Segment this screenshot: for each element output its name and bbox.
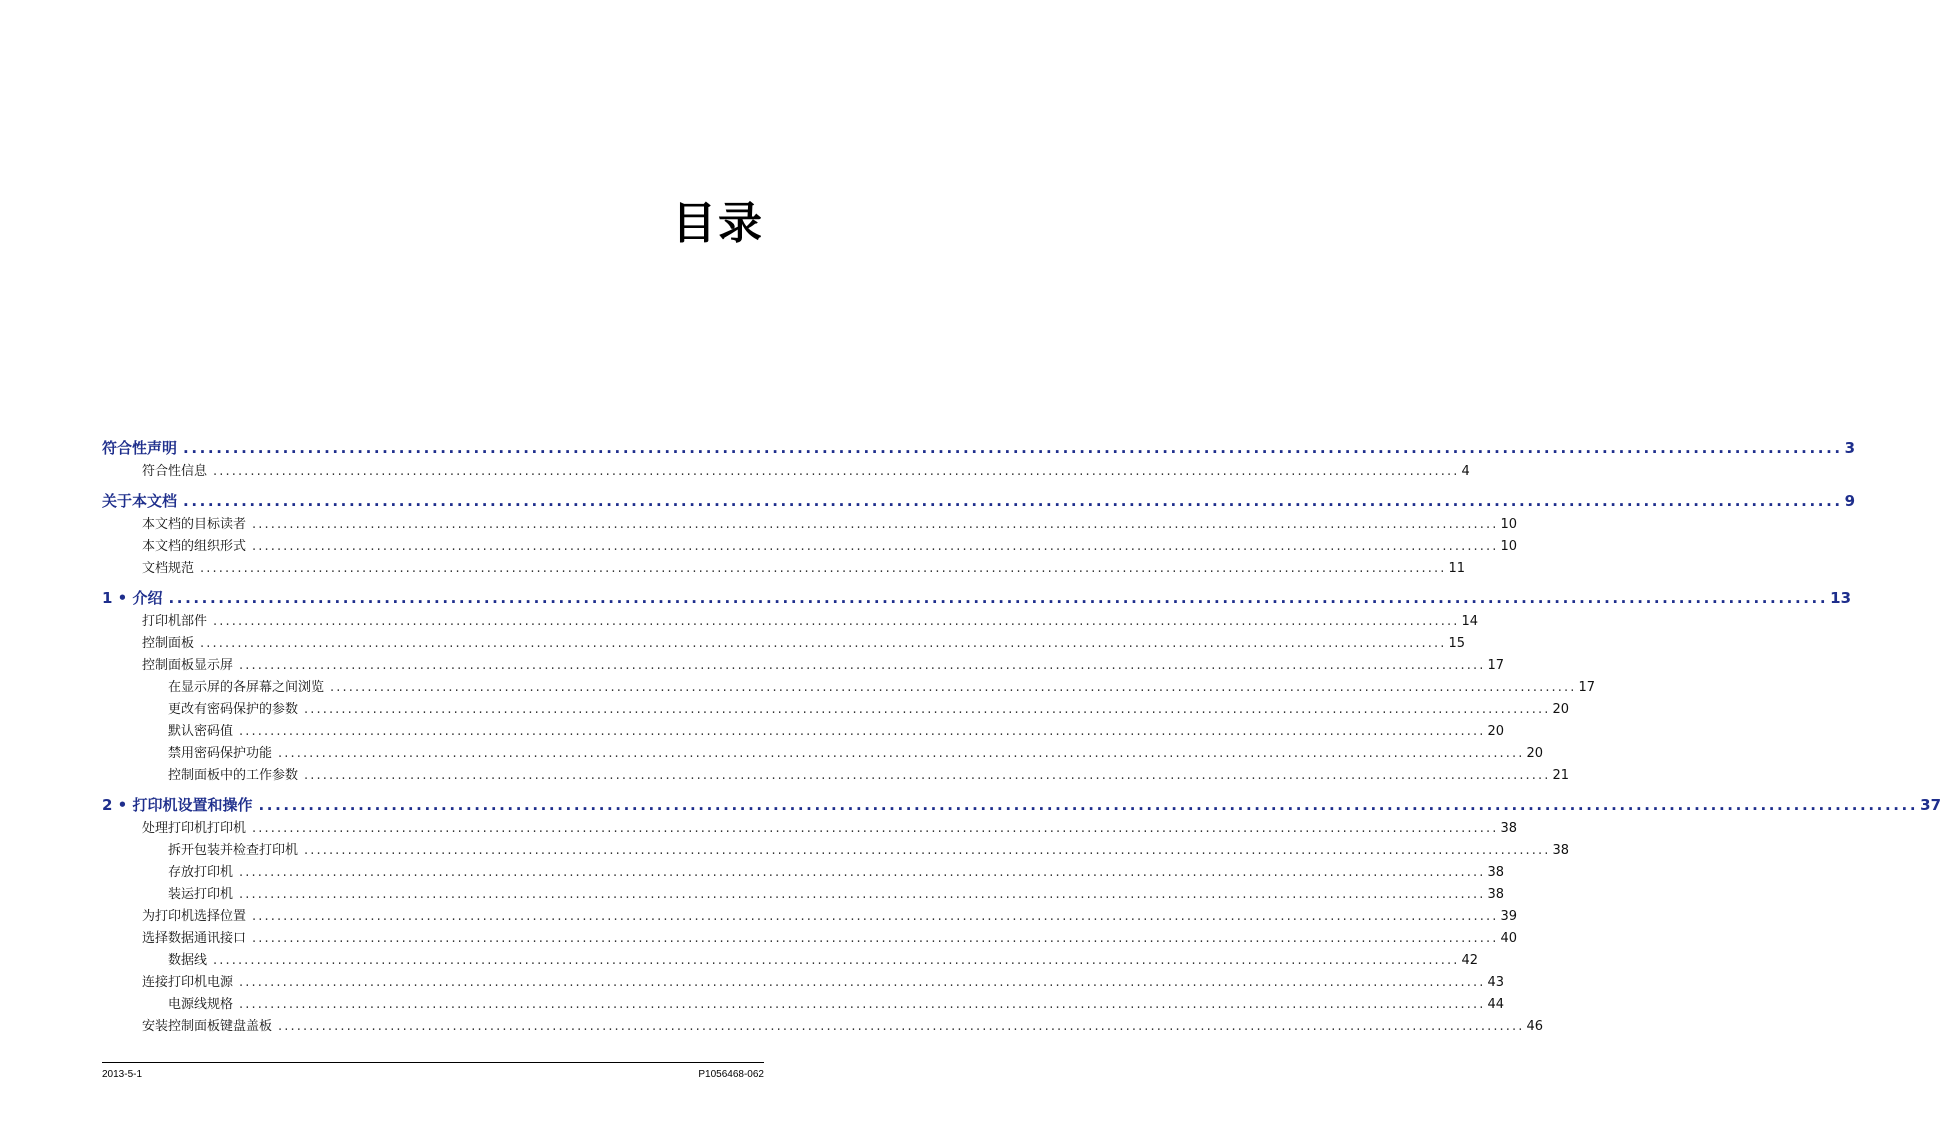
toc-entry-label: 控制面板中的工作参数	[168, 768, 299, 783]
toc-entry-label: 本文档的组织形式	[142, 539, 247, 554]
toc-chapter-entry[interactable]	[102, 792, 1941, 818]
dot-leader: ........................................................................................................................................................................................................	[278, 1019, 1525, 1034]
toc-page-number: 4	[1461, 464, 1470, 479]
toc-section-entry[interactable]	[102, 928, 1518, 950]
dot-leader: ........................................................................................................................................................................................................	[213, 953, 1460, 968]
toc-page-number: 40	[1500, 931, 1518, 946]
toc-page-number: 38	[1487, 865, 1505, 880]
toc-page-number: 20	[1487, 724, 1505, 739]
dot-leader: ........................................................................................................................................................................................................	[258, 796, 1919, 814]
dot-leader: ........................................................................................................................................................................................................	[239, 865, 1486, 880]
toc-section-entry[interactable]	[102, 721, 1505, 743]
toc-section-entry[interactable]	[102, 972, 1505, 994]
page-title: 目录	[672, 198, 764, 249]
toc-section-entry[interactable]	[102, 558, 1466, 580]
toc-entry-label: 符合性信息	[142, 464, 208, 479]
toc-page-number: 11	[1448, 561, 1466, 576]
toc-page-number: 43	[1487, 975, 1505, 990]
toc-section-entry[interactable]	[102, 884, 1505, 906]
footer-divider	[102, 1062, 764, 1063]
dot-leader: ........................................................................................................................................................................................................	[213, 464, 1460, 479]
footer-date: 2013-5-1	[102, 1069, 143, 1080]
toc-chapter-entry[interactable]	[102, 435, 1856, 461]
toc-entry-label: 处理打印机打印机	[142, 821, 247, 836]
toc-chapter-entry[interactable]	[102, 488, 1856, 514]
toc-entry-label: 连接打印机电源	[142, 975, 234, 990]
toc-entry-label: 2 • 打印机设置和操作	[102, 796, 253, 814]
toc-entry-label: 拆开包装并检查打印机	[168, 843, 299, 858]
toc-page-number: 17	[1487, 658, 1505, 673]
toc-section-entry[interactable]	[102, 514, 1518, 536]
toc-section-entry[interactable]	[102, 906, 1518, 928]
toc-page-number: 17	[1578, 680, 1596, 695]
toc-entry-label: 符合性声明	[102, 439, 178, 457]
dot-leader: ........................................................................................................................................................................................................	[239, 658, 1486, 673]
dot-leader: ........................................................................................................................................................................................................	[239, 997, 1486, 1012]
dot-leader: ........................................................................................................................................................................................................	[252, 517, 1499, 532]
dot-leader: ........................................................................................................................................................................................................	[200, 636, 1447, 651]
toc-page-number: 39	[1500, 909, 1518, 924]
toc-entry-label: 电源线规格	[168, 997, 234, 1012]
toc-page-number: 3	[1844, 439, 1856, 457]
toc-page-number: 13	[1830, 589, 1852, 607]
toc-page-number: 20	[1552, 702, 1570, 717]
dot-leader: ........................................................................................................................................................................................................	[239, 724, 1486, 739]
toc-page-number: 42	[1461, 953, 1479, 968]
dot-leader: ........................................................................................................................................................................................................	[183, 492, 1843, 510]
dot-leader: ........................................................................................................................................................................................................	[278, 746, 1525, 761]
dot-leader: ........................................................................................................................................................................................................	[239, 887, 1486, 902]
dot-leader: ........................................................................................................................................................................................................	[304, 843, 1551, 858]
toc-section-entry[interactable]	[102, 765, 1570, 787]
toc-section-entry[interactable]	[102, 994, 1505, 1016]
toc-section-entry[interactable]	[102, 1016, 1544, 1038]
toc-page-number: 20	[1526, 746, 1544, 761]
toc-page-number: 38	[1552, 843, 1570, 858]
dot-leader: ........................................................................................................................................................................................................	[239, 975, 1486, 990]
toc-page-number: 10	[1500, 517, 1518, 532]
toc-entry-label: 存放打印机	[168, 865, 234, 880]
toc-entry-label: 关于本文档	[102, 492, 178, 510]
toc-page-number: 44	[1487, 997, 1505, 1012]
toc-entry-label: 为打印机选择位置	[142, 909, 247, 924]
toc-entry-label: 1 • 介绍	[102, 589, 163, 607]
dot-leader: ........................................................................................................................................................................................................	[330, 680, 1577, 695]
toc-section-entry[interactable]	[102, 461, 1470, 483]
toc-entry-label: 更改有密码保护的参数	[168, 702, 299, 717]
toc-page-number: 37	[1920, 796, 1941, 814]
dot-leader: ........................................................................................................................................................................................................	[252, 821, 1499, 836]
toc-section-entry[interactable]	[102, 743, 1544, 765]
toc-page-number: 14	[1461, 614, 1479, 629]
toc-page-number: 46	[1526, 1019, 1544, 1034]
table-of-contents	[102, 430, 1941, 1038]
toc-entry-label: 禁用密码保护功能	[168, 746, 273, 761]
toc-page-number: 15	[1448, 636, 1466, 651]
toc-entry-label: 文档规范	[142, 561, 195, 576]
dot-leader: ........................................................................................................................................................................................................	[213, 614, 1460, 629]
toc-section-entry[interactable]	[102, 699, 1570, 721]
toc-entry-label: 在显示屏的各屏幕之间浏览	[168, 680, 325, 695]
toc-section-entry[interactable]	[102, 840, 1570, 862]
toc-section-entry[interactable]	[102, 536, 1518, 558]
toc-page-number: 10	[1500, 539, 1518, 554]
toc-entry-label: 控制面板	[142, 636, 195, 651]
toc-section-entry[interactable]	[102, 655, 1505, 677]
dot-leader: ........................................................................................................................................................................................................	[200, 561, 1447, 576]
toc-entry-label: 打印机部件	[142, 614, 208, 629]
toc-section-entry[interactable]	[102, 611, 1479, 633]
toc-entry-label: 安装控制面板键盘盖板	[142, 1019, 273, 1034]
toc-entry-label: 装运打印机	[168, 887, 234, 902]
toc-section-entry[interactable]	[102, 818, 1518, 840]
toc-entry-label: 数据线	[168, 953, 208, 968]
toc-page-number: 9	[1844, 492, 1856, 510]
dot-leader: ........................................................................................................................................................................................................	[304, 702, 1551, 717]
dot-leader: ........................................................................................................................................................................................................	[304, 768, 1551, 783]
toc-section-entry[interactable]	[102, 950, 1479, 972]
toc-chapter-entry[interactable]	[102, 585, 1852, 611]
toc-entry-label: 控制面板显示屏	[142, 658, 234, 673]
toc-section-entry[interactable]	[102, 862, 1505, 884]
dot-leader: ........................................................................................................................................................................................................	[252, 539, 1499, 554]
toc-section-entry[interactable]	[102, 633, 1466, 655]
toc-section-entry[interactable]	[102, 677, 1596, 699]
dot-leader: ........................................................................................................................................................................................................	[252, 931, 1499, 946]
footer-part-number: P1056468-062	[698, 1069, 764, 1080]
toc-entry-label: 本文档的目标读者	[142, 517, 247, 532]
dot-leader: ........................................................................................................................................................................................................	[183, 439, 1843, 457]
toc-entry-label: 默认密码值	[168, 724, 234, 739]
toc-page-number: 21	[1552, 768, 1570, 783]
toc-page-number: 38	[1487, 887, 1505, 902]
dot-leader: ........................................................................................................................................................................................................	[168, 589, 1829, 607]
toc-page-number: 38	[1500, 821, 1518, 836]
dot-leader: ........................................................................................................................................................................................................	[252, 909, 1499, 924]
toc-entry-label: 选择数据通讯接口	[142, 931, 247, 946]
